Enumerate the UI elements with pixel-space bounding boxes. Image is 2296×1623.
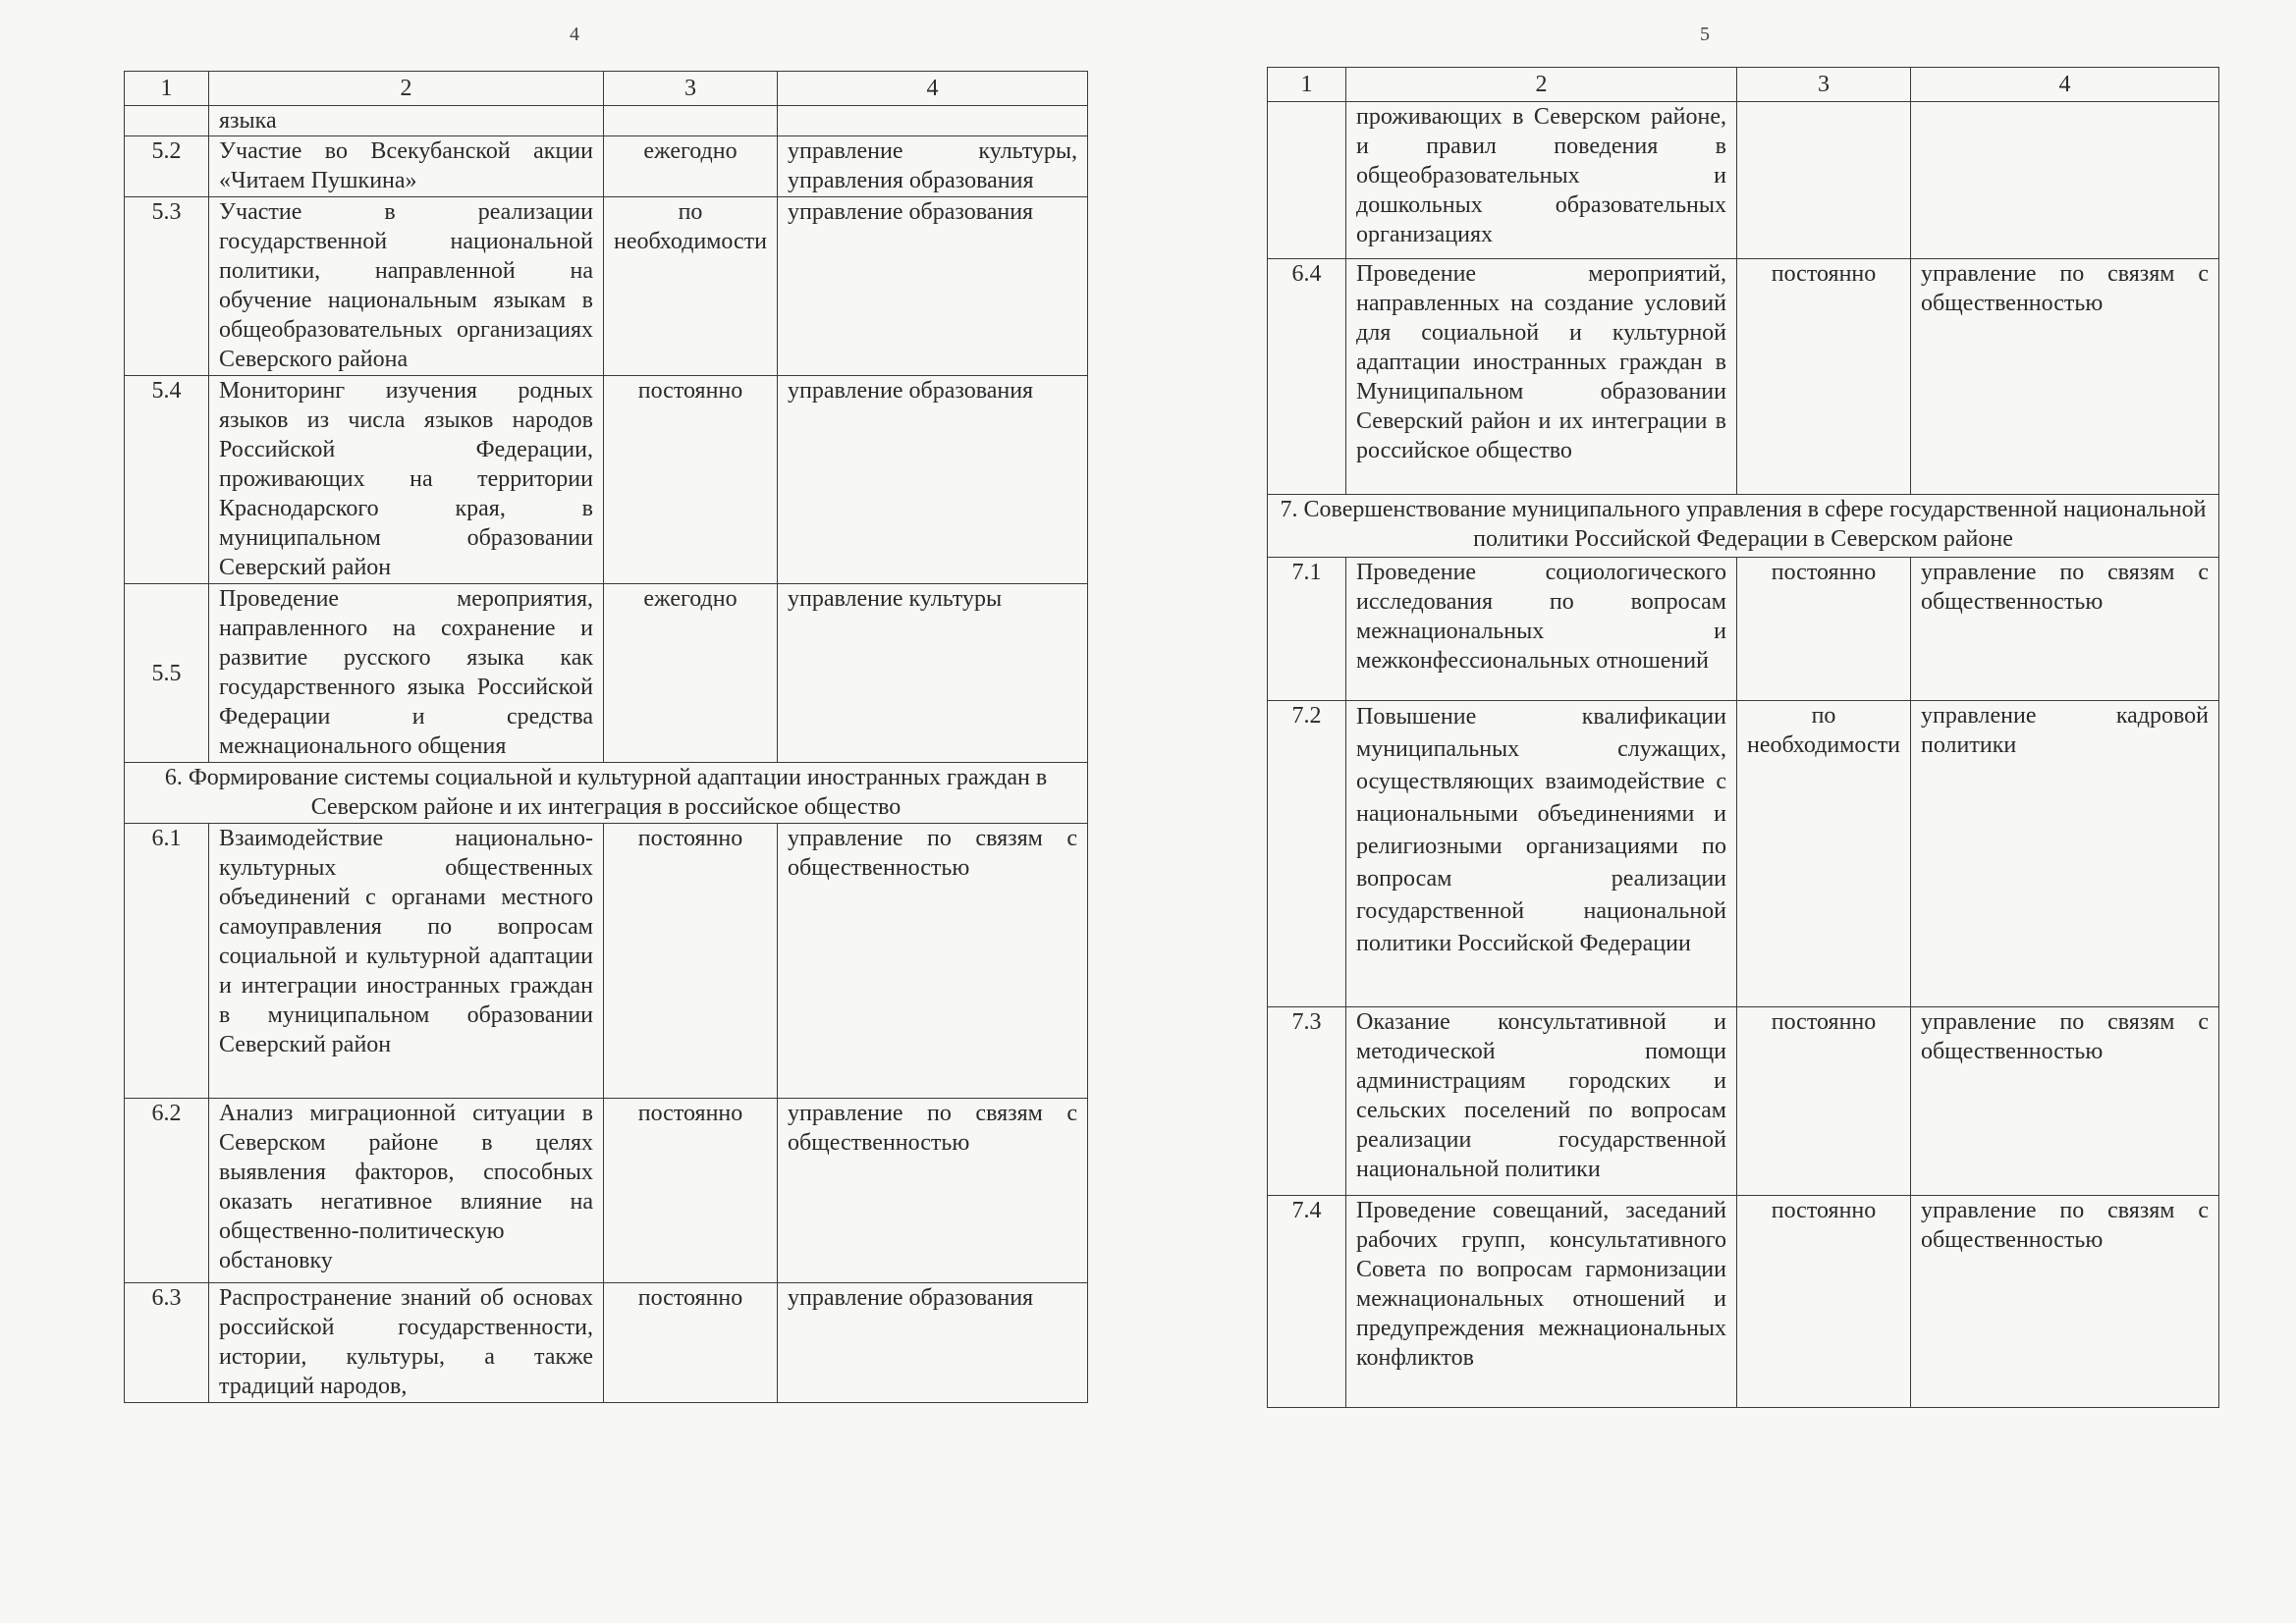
item-responsible: управление по связям с общественностью	[778, 824, 1088, 1099]
header-cell: 3	[1737, 68, 1911, 102]
item-term	[604, 106, 778, 136]
item-term: постоянно	[604, 376, 778, 584]
item-term: постоянно	[1737, 259, 1911, 495]
header-cell: 3	[604, 72, 778, 106]
table-header-row	[1268, 68, 2219, 102]
item-number: 6.2	[125, 1099, 209, 1283]
item-description: Анализ миграционной ситуации в Северском районе в целях выявления факторов, способных оказать негативное влияние на общественно-политическую обстановку	[209, 1099, 604, 1283]
item-responsible: управление по связям с общественностью	[1911, 259, 2219, 495]
item-description: Распространение знаний об основах российской государственности, истории, культуры, а также традиций народов,	[209, 1283, 604, 1403]
item-description: Участие в реализации государственной национальной политики, направленной на обучение национальным языкам в общеобразовательных организациях Северского района	[209, 197, 604, 376]
item-responsible: управление образования	[778, 1283, 1088, 1403]
table-row	[125, 136, 1088, 197]
header-cell: 4	[778, 72, 1088, 106]
item-description: Участие во Всекубанской акции «Читаем Пушкина»	[209, 136, 604, 197]
item-number: 5.3	[125, 197, 209, 376]
header-cell: 1	[1268, 68, 1346, 102]
item-number: 6.4	[1268, 259, 1346, 495]
table-row	[125, 584, 1088, 763]
table-row	[125, 197, 1088, 376]
item-responsible: управление по связям с общественностью	[1911, 558, 2219, 701]
header-cell: 2	[209, 72, 604, 106]
item-description: Взаимодействие национально-культурных общественных объединений с органами местного самоуправления по вопросам социальной и культурной адаптации и интеграции иностранных граждан в муниципальном образовании Северский район	[209, 824, 604, 1099]
item-term: постоянно	[604, 824, 778, 1099]
plan-table-page-4	[124, 71, 1088, 1403]
item-description: проживающих в Северском районе, и правил поведения в общеобразовательных и дошкольных образовательных организациях	[1346, 102, 1737, 259]
section-heading: 7. Совершенствование муниципального управления в сфере государственной национальной политики Российской Федерации в Северском районе	[1268, 495, 2219, 558]
item-responsible: управление по связям с общественностью	[778, 1099, 1088, 1283]
item-term: постоянно	[1737, 1007, 1911, 1196]
table-row	[1268, 1007, 2219, 1196]
item-number	[1268, 102, 1346, 259]
item-description: Проведение совещаний, заседаний рабочих групп, консультативного Совета по вопросам гармонизации межнациональных отношений и предупреждения межнациональных конфликтов	[1346, 1196, 1737, 1408]
item-responsible: управление культуры, управления образования	[778, 136, 1088, 197]
section-heading-row	[1268, 495, 2219, 558]
item-responsible: управление по связям с общественностью	[1911, 1007, 2219, 1196]
table-row	[125, 1099, 1088, 1283]
table-row	[125, 824, 1088, 1099]
item-term: постоянно	[1737, 558, 1911, 701]
item-description: Проведение социологического исследования по вопросам межнациональных и межконфессиональных отношений	[1346, 558, 1737, 701]
item-description: Проведение мероприятия, направленного на сохранение и развитие русского языка как государственного языка Российской Федерации и средства межнационального общения	[209, 584, 604, 763]
table-row	[1268, 102, 2219, 259]
item-term: постоянно	[604, 1283, 778, 1403]
table-row	[125, 1283, 1088, 1403]
item-number: 7.2	[1268, 701, 1346, 1007]
item-term: постоянно	[1737, 1196, 1911, 1408]
section-heading: 6. Формирование системы социальной и культурной адаптации иностранных граждан в Северском районе и их интеграция в российское общество	[125, 763, 1088, 824]
page-number-left: 4	[570, 24, 579, 45]
plan-table-page-5	[1267, 67, 2219, 1408]
item-responsible: управление культуры	[778, 584, 1088, 763]
item-number: 7.3	[1268, 1007, 1346, 1196]
item-responsible: управление по связям с общественностью	[1911, 1196, 2219, 1408]
item-description: языка	[209, 106, 604, 136]
item-term	[1737, 102, 1911, 259]
item-responsible	[778, 106, 1088, 136]
table-row	[125, 376, 1088, 584]
item-description: Мониторинг изучения родных языков из числа языков народов Российской Федерации, проживающих на территории Краснодарского края, в муниципальном образовании Северский район	[209, 376, 604, 584]
item-term: ежегодно	[604, 136, 778, 197]
item-term: по необходимости	[604, 197, 778, 376]
item-number: 5.5	[125, 584, 209, 763]
item-responsible	[1911, 102, 2219, 259]
item-term: постоянно	[604, 1099, 778, 1283]
item-number: 5.4	[125, 376, 209, 584]
item-number: 6.3	[125, 1283, 209, 1403]
section-heading-row	[125, 763, 1088, 824]
table-row	[125, 106, 1088, 136]
item-responsible: управление кадровой политики	[1911, 701, 2219, 1007]
item-description: Оказание консультативной и методической помощи администрациям городских и сельских поселений по вопросам реализации государственной национальной политики	[1346, 1007, 1737, 1196]
item-responsible: управление образования	[778, 197, 1088, 376]
table-row	[1268, 701, 2219, 1007]
header-cell: 1	[125, 72, 209, 106]
item-description: Проведение мероприятий, направленных на создание условий для социальной и культурной адаптации иностранных граждан в Муниципальном образовании Северский район и их интеграции в российское общество	[1346, 259, 1737, 495]
header-cell: 2	[1346, 68, 1737, 102]
item-term: ежегодно	[604, 584, 778, 763]
table-header-row	[125, 72, 1088, 106]
item-responsible: управление образования	[778, 376, 1088, 584]
table-row	[1268, 558, 2219, 701]
page-number-right: 5	[1700, 24, 1710, 45]
item-number: 6.1	[125, 824, 209, 1099]
item-number: 7.1	[1268, 558, 1346, 701]
header-cell: 4	[1911, 68, 2219, 102]
table-row	[1268, 1196, 2219, 1408]
item-number	[125, 106, 209, 136]
item-term: по необходимости	[1737, 701, 1911, 1007]
item-number: 5.2	[125, 136, 209, 197]
item-number: 7.4	[1268, 1196, 1346, 1408]
table-row	[1268, 259, 2219, 495]
item-description: Повышение квалификации муниципальных служащих, осуществляющих взаимодействие с национальными объединениями и религиозными организациями по вопросам реализации государственной национальной политики Российской Федерации	[1346, 701, 1737, 1007]
